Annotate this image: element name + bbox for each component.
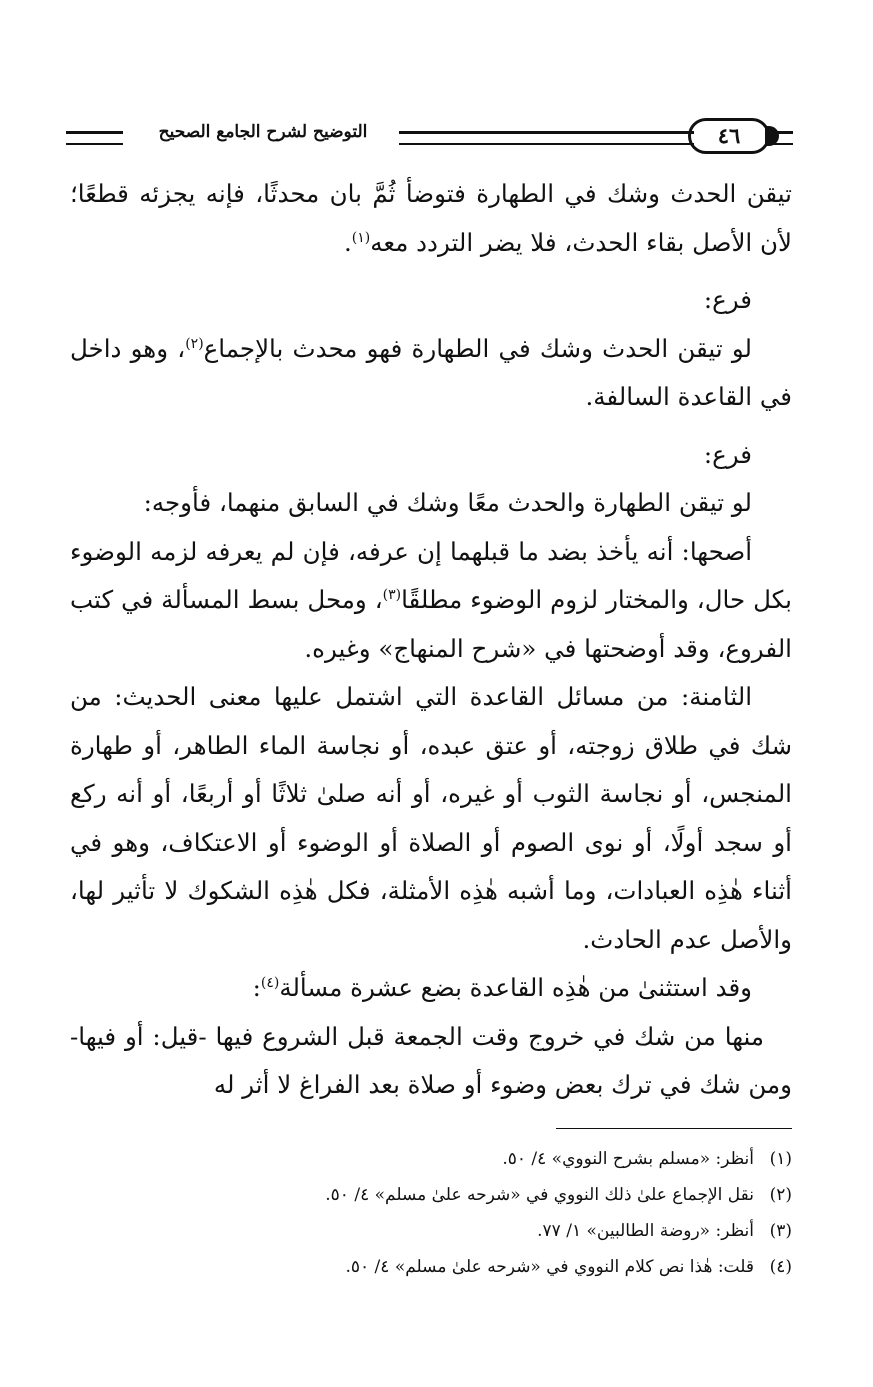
running-header (66, 118, 793, 162)
section-heading: فرع: (703, 285, 752, 314)
paragraph-text: تيقن الحدث وشك في الطهارة فتوضأ ثُمَّ بان محدثًا، فإنه يجزئه قطعًا؛ لأن الأصل بقاء الحدث، فلا يضر التردد معه (70, 179, 792, 257)
paragraph-text: أصحها: أنه يأخذ بضد ما قبلهما إن عرفه، فإن لم يعرفه لزمه الوضوء بكل حال، والمختار لزوم الوضوء مطلقًا (70, 536, 792, 614)
footnote-ref: (١) (351, 229, 371, 246)
footnote-number: (٢) (769, 1185, 792, 1205)
footnote-text: قلت: هٰذا نص كلام النووي في «شرحه علىٰ مسلم» ٤/ ٥٠. (345, 1257, 754, 1277)
footnote-ref: (٢) (185, 335, 204, 352)
paragraph-end: ، ومحل بسط المسألة في كتب الفروع، وقد أوضحتها في «شرح المنهاج» وغيره. (70, 585, 792, 663)
footnote-ref: (٤) (260, 974, 280, 991)
paragraph-end: ، وهو داخل في القاعدة السالفة. (70, 333, 792, 411)
footnote-number: (٤) (769, 1257, 792, 1277)
paragraph (70, 325, 792, 422)
paragraph: منها من شك في خروج وقت الجمعة قبل الشروع فيها -قيل: أو فيها- ومن شك في ترك بعض وضوء أو صلاة بعد الفراغ لا أثر له (70, 1021, 792, 1099)
paragraph: لو تيقن الطهارة والحدث معًا وشك في السابق منهما، فأوجه: (143, 488, 752, 517)
footnote (70, 1141, 792, 1177)
header-rule-middle (399, 131, 694, 145)
paragraph: الثامنة: من مسائل القاعدة التي اشتمل عليها معنى الحديث: من شك في طلاق زوجته، أو عتق عبده، أو نجاسة الماء الطاهر، أو طهارة المنجس، أو نجاسة الثوب أو غيره، أو أنه صلىٰ ثلاثًا أو أربعًا، أو أنه ركع أو سجد أولًا، أو نوى الصوم أو الصلاة أو الوضوء أو الاعتكاف، وهو في أثناء هٰذِه العبادات، وما أشبه هٰذِه الأمثلة، فكل هٰذِه الشكوك لا تأثير لها، والأصل عدم الحادث. (70, 682, 792, 954)
footnote-text: نقل الإجماع علىٰ ذلك النووي في «شرحه علىٰ مسلم» ٤/ ٥٠. (325, 1185, 754, 1205)
paragraph (70, 528, 792, 674)
header-rule-left (66, 131, 123, 145)
paragraph (70, 170, 792, 267)
footnote (70, 1249, 792, 1285)
footnote-number: (١) (769, 1149, 792, 1169)
paragraph-end: . (344, 227, 352, 257)
paragraph (70, 964, 792, 1013)
page-number: ٤٦ (688, 118, 770, 154)
footnote-text: أنظر: «روضة الطالبين» ١/ ٧٧. (537, 1221, 754, 1241)
footnote-separator (556, 1128, 792, 1129)
footnote-text: أنظر: «مسلم بشرح النووي» ٤/ ٥٠. (502, 1149, 754, 1169)
paragraph-text: وقد استثنىٰ من هٰذِه القاعدة بضع عشرة مسألة (279, 973, 752, 1002)
footnote-ref: (٣) (382, 586, 402, 603)
body-text (70, 170, 792, 1110)
footnote (70, 1177, 792, 1213)
paragraph-end: : (252, 973, 261, 1002)
footnote-number: (٣) (769, 1221, 792, 1241)
footnote (70, 1213, 792, 1249)
footnotes (70, 1141, 792, 1285)
header-rule-right (768, 131, 793, 145)
paragraph-text: لو تيقن الحدث وشك في الطهارة فهو محدث بالإجماع (203, 333, 752, 363)
book-title: التوضيح لشرح الجامع الصحيح (158, 122, 368, 142)
section-heading: فرع: (703, 439, 752, 469)
